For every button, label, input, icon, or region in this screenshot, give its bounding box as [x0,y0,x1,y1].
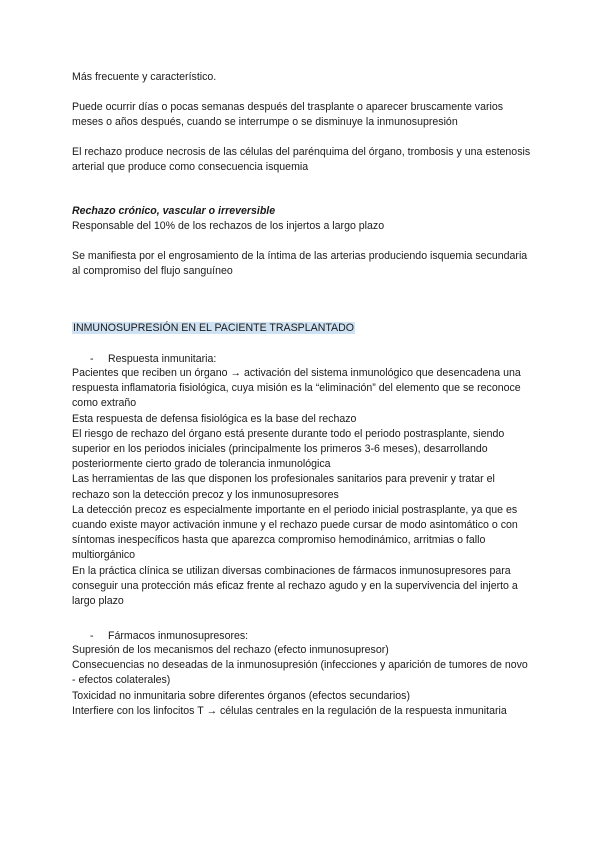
immune-line: Las herramientas de las que disponen los profesionales sanitarios para prevenir y tratar el rechazo son la detección precoz y los inmunosupresores [72,473,495,501]
drugs-list [72,643,532,719]
intro-paragraph-3: El rechazo produce necrosis de las células del parénquima del órgano, trombosis y una estenosis arterial que produce como consecuencia isquemia [72,146,531,174]
drugs-line: Toxicidad no inmunitaria sobre diferentes órganos (efectos secundarios) [72,689,411,702]
bullet-immune-response [90,352,216,367]
immune-response-list [72,366,532,609]
bullet-dash: - [90,630,94,642]
immune-line: Pacientes que reciben un órgano → activación del sistema inmunológico que desencadena una respuesta inflamatoria fisiológica, cuya misión es la “eliminación” del elemento que se reconoce como extraño [72,367,521,410]
drugs-line: Consecuencias no deseadas de la inmunosupresión (infecciones y aparición de tumores de novo - efectos colaterales) [72,659,528,687]
bullet-drugs-label: Fármacos inmunosupresores: [108,630,249,642]
section-heading-wrapper [72,321,532,336]
drugs-line: Supresión de los mecanismos del rechazo (efecto inmunosupresor) [72,644,389,656]
drugs-line: Interfiere con los linfocitos T → células centrales en la regulación de la respuesta inmunitaria [72,704,507,717]
immune-line: En la práctica clínica se utilizan diversas combinaciones de fármacos inmunosupresores para conseguir una protección más eficaz frente al rechazo agudo y en la supervivencia del injerto a largo plazo [72,564,518,608]
bullet-dash: - [90,353,94,365]
intro-paragraph-1: Más frecuente y característico. [72,71,217,83]
bullet-immune-label: Respuesta inmunitaria: [108,353,217,365]
chronic-paragraph-2: Se manifiesta por el engrosamiento de la íntima de las arterias produciendo isquemia secundaria al compromiso del flujo sanguíneo [72,250,528,278]
immune-line: Esta respuesta de defensa fisiológica es la base del rechazo [72,412,357,425]
section-heading: INMUNOSUPRESIÓN EN EL PACIENTE TRASPLANTADO [73,322,354,334]
intro-paragraph-2: Puede ocurrir días o pocas semanas después del trasplante o aparecer bruscamente varios meses o años después, cuando se interrumpe o se disminuye la inmunosupresión [72,101,504,129]
immune-line: El riesgo de rechazo del órgano está presente durante todo el periodo postrasplante, siendo superior en los periodos iniciales (principalmente los primeros 3-6 meses), desarrollando posteriormente cierto grado de tolerancia inmunológica [72,427,505,471]
chronic-rejection-title: Rechazo crónico, vascular o irreversible [72,205,276,217]
chronic-paragraph-1: Responsable del 10% de los rechazos de los injertos a largo plazo [72,220,385,232]
immune-line: La detección precoz es especialmente importante en el periodo inicial postrasplante, ya que es cuando existe mayor activación inmune y el rechazo puede cursar de modo asintomático o con síntomas inespecíficos hasta que aparezca compromiso hemodinámico, arritmias o fallo multiorgánico [72,503,518,562]
bullet-immunosuppressive-drugs [90,629,248,644]
